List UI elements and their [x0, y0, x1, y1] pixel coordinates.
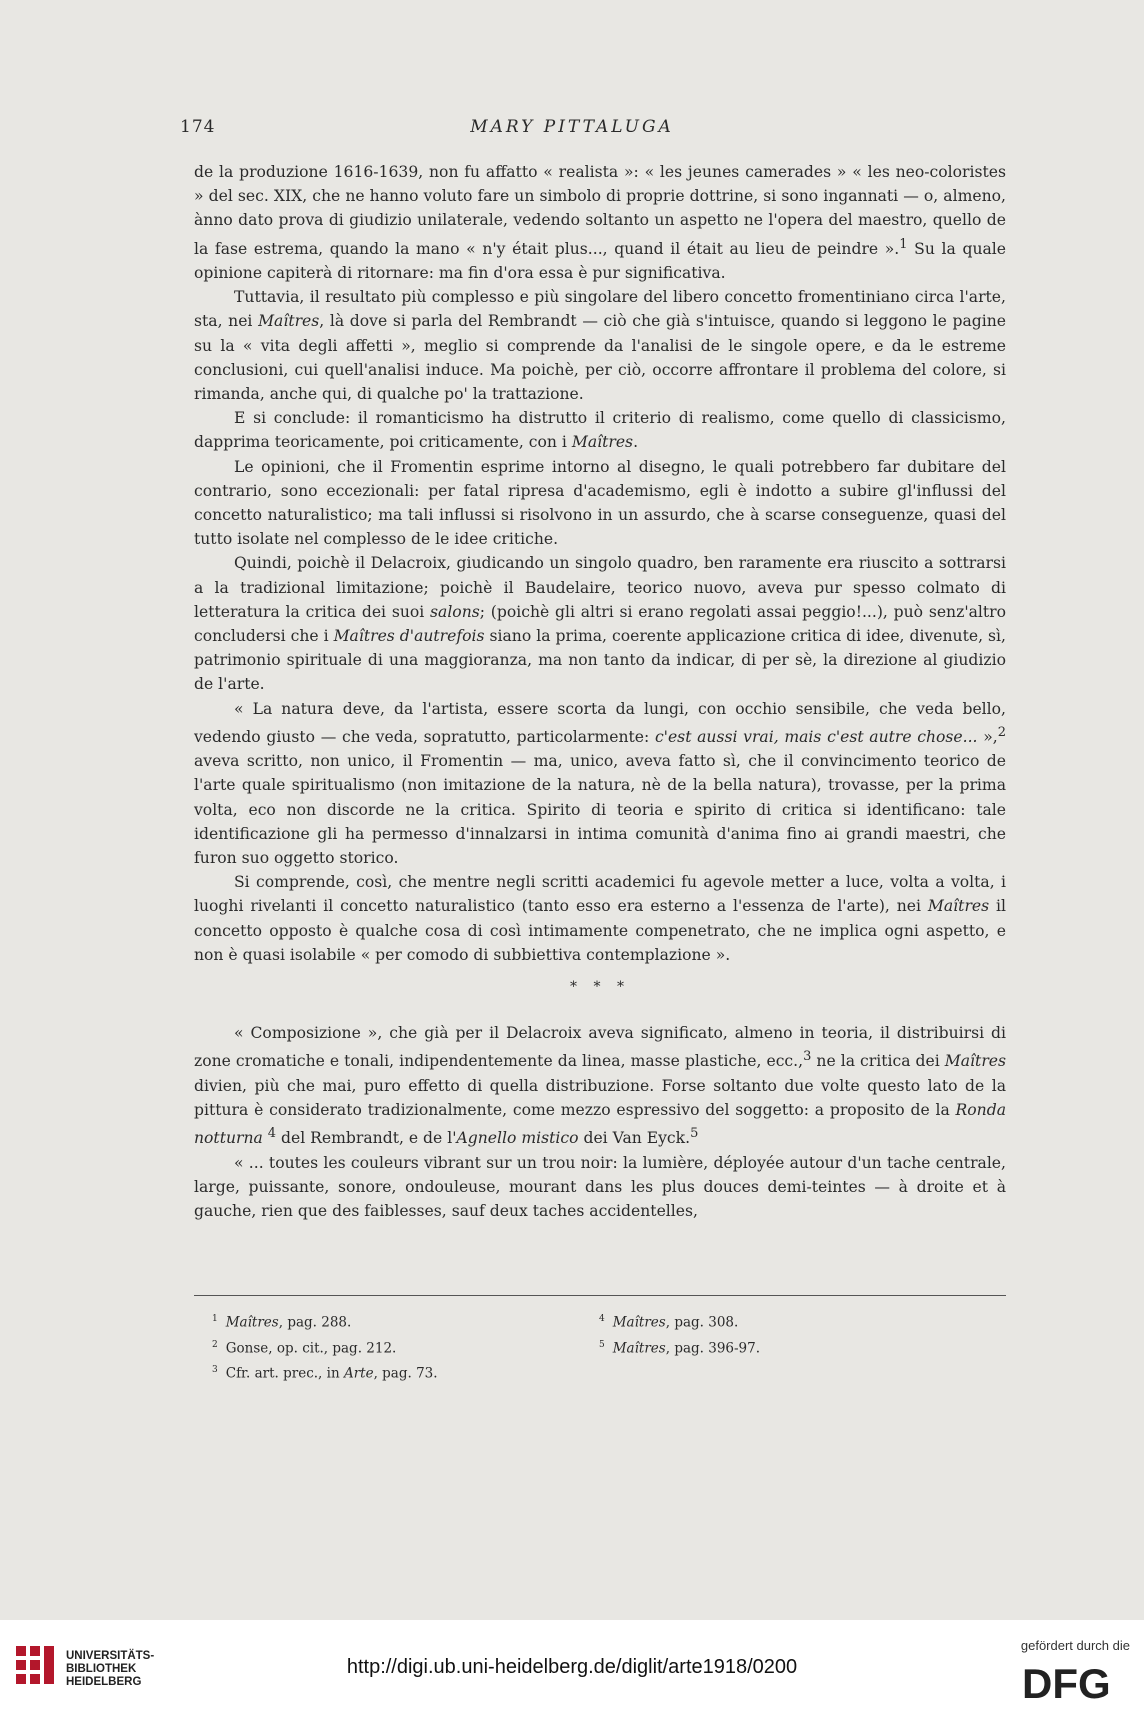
paragraph: [194, 455, 1006, 552]
text-run: .: [633, 433, 639, 452]
text-run: E si conclude: il romanticismo ha distrutto il criterio di realismo, come quello di classicismo, dapprima teoricamente, poi criticamente, con i: [194, 409, 1006, 452]
sponsor-caption: gefördert durch die: [1020, 1638, 1130, 1653]
italic-text: Maîtres: [944, 1052, 1006, 1071]
text-run: , pag. 308.: [665, 1314, 739, 1331]
footnote: [212, 1334, 612, 1360]
footnote-ref: 3: [803, 1049, 812, 1065]
footnote-divider: [194, 1295, 1006, 1296]
paragraph: [194, 870, 1006, 967]
italic-text: Maîtres: [927, 897, 990, 916]
footnote-number: 5: [599, 1339, 605, 1350]
text-run: , pag. 396-97.: [665, 1340, 761, 1356]
text-run: Quindi, poichè il Delacroix, giudicando un singolo quadro, ben raramente era riuscito a sottrarsi a la tradizional limitazione; poichè il Baudelaire, teorico nuovo, aveva pur spesso colmato di letteratura la critica dei suoi: [194, 554, 1006, 621]
footnote-number: 3: [212, 1365, 218, 1375]
text-run: , pag. 288.: [278, 1314, 352, 1331]
paragraph: [194, 1151, 1006, 1224]
italic-text: Arte: [343, 1365, 374, 1382]
running-title: MARY PITTALUGA: [470, 117, 674, 137]
footnote: [212, 1359, 612, 1385]
text-run: »,: [977, 728, 998, 747]
text-run: Le opinioni, che il Fromentin esprime intorno al disegno, le quali potrebbero far dubitare del contrario, sono eccezionali: per fatal ripresa d'academismo, egli è indotto a subire gl'influssi del concetto naturalistico; ma tali influssi si risolvono in un assurdo, che à scarse conseguenze, quasi del tutto isolate nel complesso de le idee critiche.: [194, 457, 1006, 549]
italic-text: Maîtres: [612, 1314, 666, 1331]
italic-text: salons: [430, 602, 480, 621]
italic-text: Maîtres: [225, 1314, 279, 1331]
dfg-logo-text: DFG: [1022, 1660, 1111, 1702]
footnote-number: 4: [599, 1314, 605, 1324]
footnotes-left-column: [212, 1308, 612, 1385]
text-run: « ... toutes les couleurs vibrant sur un trou noir: la lumière, déployée autour d'un tache centrale, large, puissante, sonore, ondouleuse, mourant dans les plus douces demi-teintes — à droite et à gauche, rien que des faiblesses, sauf deux taches accidentelles,: [194, 1153, 1006, 1221]
text-run: dei Van Eyck.: [578, 1129, 691, 1148]
section-break: * * *: [570, 979, 630, 996]
library-line: UNIVERSITÄTS-: [66, 1650, 155, 1662]
page-number: 174: [180, 117, 216, 137]
footnote: [599, 1334, 999, 1360]
text-run: Su la quale opinione capiterà di ritornare: ma fin d'ora essa è pur significativa.: [194, 239, 1006, 282]
footnote: [599, 1308, 999, 1334]
digitization-url[interactable]: http://digi.ub.uni-heidelberg.de/diglit/arte1918/0200: [346, 1656, 798, 1678]
text-run: , pag. 73.: [373, 1365, 438, 1382]
footnote-ref: 4: [267, 1126, 277, 1142]
text-run: ; (poichè gli altri si erano regolati assai peggio!...), può senz'altro concludersi che i: [194, 602, 1006, 646]
dfg-logo-icon: [1020, 1660, 1130, 1702]
body-text: [194, 160, 1006, 1223]
digitization-footer: [0, 1620, 1144, 1713]
text-run: « La natura deve, da l'artista, essere scorta da lungi, con occhio sensibile, che veda bello, vedendo giusto — che veda, sopratutto, particolarmente:: [194, 699, 1006, 747]
text-run: ne la critica dei: [811, 1052, 945, 1071]
text-run: , là dove si parla del Rembrandt — ciò che già s'intuisce, quando si leggono le pagine su la « vita degli affetti », meglio si comprende da l'analisi de le singole opere, e da le estreme conclusioni, cui quell'analisi induce. Ma poichè, per ciò, occorre affrontare il problema del colore, si rimanda, anche qui, di qualche po' la trattazione.: [194, 312, 1006, 404]
footnote: [212, 1308, 612, 1334]
paragraph: [194, 551, 1006, 696]
italic-text: Ronda notturna: [194, 1101, 1006, 1148]
text-run: Si comprende, così, che mentre negli scritti academici fu agevole metter a luce, volta a volta, i luoghi rivelanti il concetto naturalistico (tanto esso era esterno a l'essenza de l'arte), nei: [194, 873, 1006, 916]
footnote-number: 1: [212, 1314, 218, 1324]
text-run: Cfr. art. prec., in: [225, 1365, 344, 1382]
text-run: siano la prima, coerente applicazione critica di idee, divenute, sì, patrimonio spirituale di una maggioranza, ma non tanto da indicar, di per sè, la direzione al giudizio de l'arte.: [194, 627, 1006, 694]
library-line: BIBLIOTHEK: [66, 1663, 137, 1675]
library-line: HEIDELBERG: [66, 1676, 142, 1688]
italic-text: Maîtres: [612, 1340, 666, 1356]
footnote-ref: 5: [690, 1126, 699, 1142]
footnote-ref: 2: [997, 724, 1006, 740]
text-run: « Composizione », che già per il Delacroix aveva significato, almeno in teoria, il distribuirsi di zone cromatiche e tonali, indipendentemente da linea, masse plastiche, ecc.,: [194, 1024, 1006, 1071]
paragraph: [194, 1021, 1006, 1150]
footnote-number: 2: [212, 1339, 218, 1350]
footnote-ref: 1: [899, 236, 908, 252]
italic-text: Maîtres: [258, 312, 320, 331]
paragraphs-before-break: [194, 160, 1006, 967]
text-run: il concetto opposto è qualche cosa di così intimamente compenetrato, che ne implica ogni aspetto, e non è quasi isolabile « per comodo di subbiettiva contemplazione ».: [194, 897, 1006, 964]
italic-text: Agnello mistico: [456, 1129, 579, 1148]
text-run: del Rembrandt, e de l': [276, 1129, 457, 1148]
text-run: de la produzione 1616-1639, non fu affatto « realista »: « les jeunes camerades » « les neo-coloristes » del sec. XIX, che ne hanno voluto fare un simbolo di proprie dottrine, si sono ingannati — o, almeno, ànno dato prova di giudizio unilaterale, vedendo soltanto un aspetto ne l'opera del maestro, quello de la fase estrema, quando la mano « n'y était plus..., quand il était au lieu de peindre ».: [194, 163, 1006, 258]
text-run: Tuttavia, il resultato più complesso e più singolare del libero concetto fromentiniano circa l'arte, sta, nei: [194, 288, 1006, 331]
italic-text: Maîtres d'autrefois: [333, 627, 485, 646]
paragraphs-after-break: [194, 1021, 1006, 1223]
italic-text: Maîtres: [571, 433, 634, 452]
footnotes-right-column: [599, 1308, 999, 1359]
text-run: Gonse, op. cit., pag. 212.: [225, 1340, 397, 1356]
paragraph: [194, 697, 1006, 871]
text-run: aveva scritto, non unico, il Fromentin — ma, unico, aveva fatto sì, che il convincimento teorico de l'arte quale spiritualismo (non imitazione de la natura, nè de la bella natura), trovasse, per la prima volta, eco non discorde ne la critica. Spirito di teoria e spirito di critica si identificano: tale identificazione gli ha permesso d'innalzarsi in intima comunità d'anima fino ai grandi maestri, che furon suo oggetto storico.: [194, 752, 1006, 868]
paragraph: [194, 285, 1006, 406]
text-run: divien, più che mai, puro effetto di quella distribuzione. Forse soltanto due volte questo lato de la pittura è considerato tradizionalmente, come mezzo espressivo del soggetto: a proposito de la: [194, 1076, 1006, 1120]
italic-text: c'est aussi vrai, mais c'est autre chose...: [654, 728, 978, 747]
paragraph: [194, 406, 1006, 454]
paragraph: [194, 160, 1006, 285]
